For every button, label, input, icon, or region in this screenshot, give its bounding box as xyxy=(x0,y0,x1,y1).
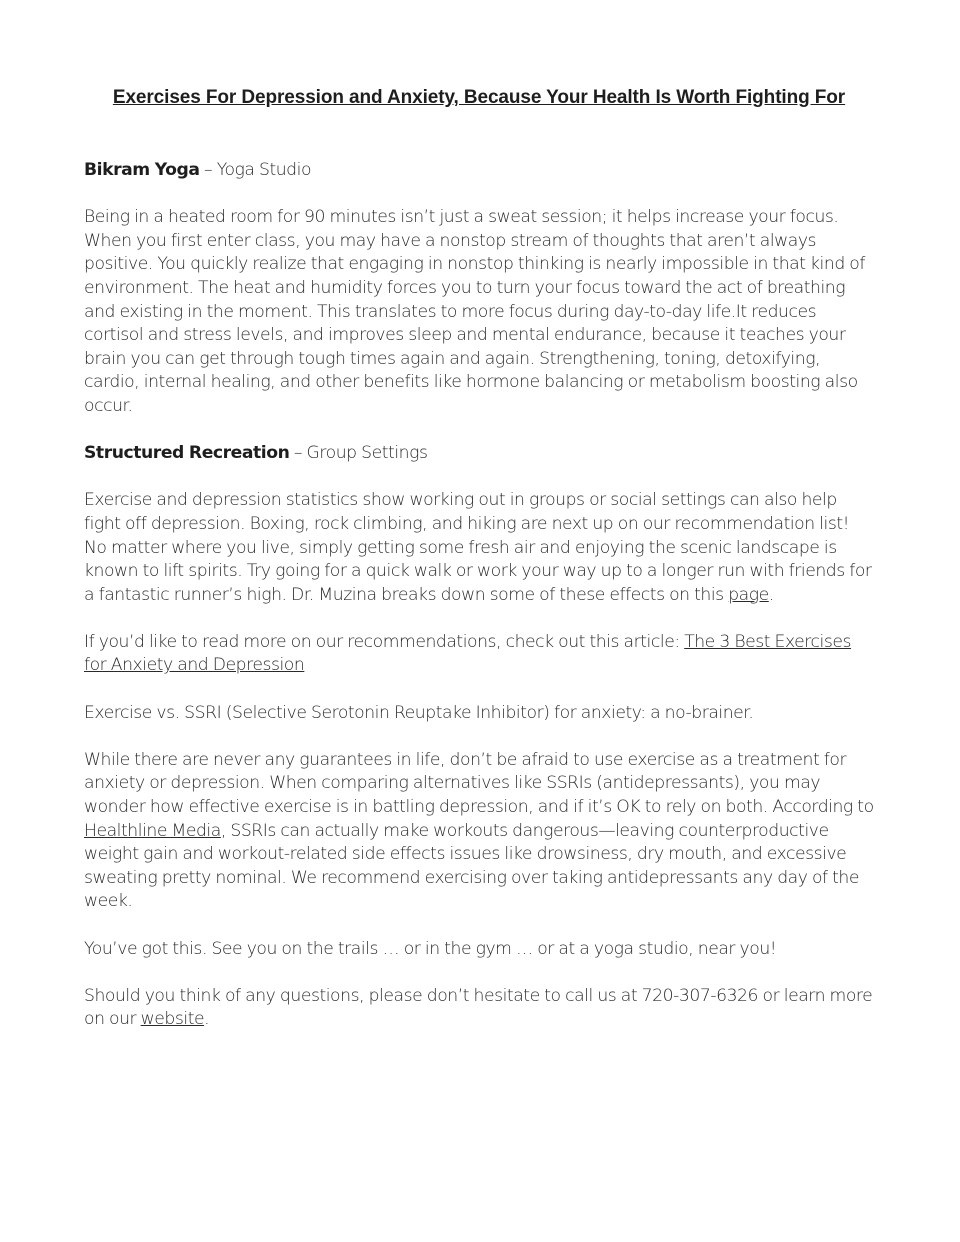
paragraph-text: Should you think of any questions, please don’t hesitate to call us at 720-307-6326 or learn more on our xyxy=(84,985,873,1030)
paragraph-text: While there are never any guarantees in life, don’t be afraid to use exercise as a treatment for anxiety or depression. When comparing alternatives like SSRIs (antidepressants), you may wonder how effective exercise is in battling depression, and if it’s OK to rely on both. According to xyxy=(84,749,874,818)
article-recommendation-paragraph xyxy=(84,631,874,678)
page-link[interactable]: page xyxy=(728,584,769,605)
paragraph-text: Exercise and depression statistics show working out in groups or social settings can also help fight off depression. Boxing, rock climbing, and hiking are next up on our recommendation list! No matter where you live, simply getting some fresh air and enjoying the scenic landscape is known to lift spirits. Try going for a quick walk or work your way up to a longer run with friends for a fantastic runner’s high. Dr. Muzina breaks down some of these effects on this xyxy=(84,490,872,605)
bikram-yoga-paragraph: Being in a heated room for 90 minutes isn’t just a sweat session; it helps increase your focus. When you first enter class, you may have a nonstop stream of thoughts that aren’t always positive. You quickly realize that engaging in nonstop thinking is nearly impossible in that kind of environment. The heat and humidity forces you to turn your focus toward the act of breathing and existing in the moment. This translates to more focus during day-to-day life.It reduces cortisol and stress levels, and improves sleep and mental endurance, because it teaches your brain you can get through tough times again and again. Strengthening, toning, detoxifying, cardio, internal healing, and other benefits like hormone balancing or metabolism boosting also occur. xyxy=(84,207,865,416)
section-heading-subtitle: – Yoga Studio xyxy=(199,160,312,180)
section-heading-bikram-yoga xyxy=(84,159,874,183)
website-link[interactable]: website xyxy=(140,1009,205,1030)
section-heading-subtitle: – Group Settings xyxy=(289,443,428,464)
spacer xyxy=(84,109,874,159)
paragraph-text: , SSRIs can actually make workouts dangerous—leaving counterproductive weight gain and workout-related side effects issues like drowsiness, dry mouth, and excessive sweating pretty nominal. We recommend exercising over taking antidepressants any day of the week. xyxy=(84,820,860,912)
contact-paragraph xyxy=(84,985,874,1032)
document-page xyxy=(84,84,874,1032)
structured-recreation-paragraph xyxy=(84,489,874,607)
ssri-heading: Exercise vs. SSRI (Selective Serotonin Reuptake Inhibitor) for anxiety: a no-brainer. xyxy=(84,702,754,723)
healthline-media-link[interactable]: Healthline Media xyxy=(84,820,221,841)
article-link[interactable]: The 3 Best Exercises for Anxiety and Depression xyxy=(84,631,851,676)
paragraph-text: . xyxy=(204,1009,210,1030)
section-heading-bold: Bikram Yoga xyxy=(84,160,200,180)
ssri-paragraph xyxy=(84,749,874,914)
closing-paragraph: You’ve got this. See you on the trails … or in the gym … or at a yoga studio, near you! xyxy=(84,938,777,959)
paragraph-text: . xyxy=(768,584,774,605)
paragraph-text: If you’d like to read more on our recommendations, check out this article: xyxy=(84,631,685,652)
document-title: Exercises For Depression and Anxiety, Because Your Health Is Worth Fighting For xyxy=(112,87,846,108)
section-heading-structured-recreation xyxy=(84,442,874,466)
section-heading-bold: Structured Recreation xyxy=(84,443,290,464)
